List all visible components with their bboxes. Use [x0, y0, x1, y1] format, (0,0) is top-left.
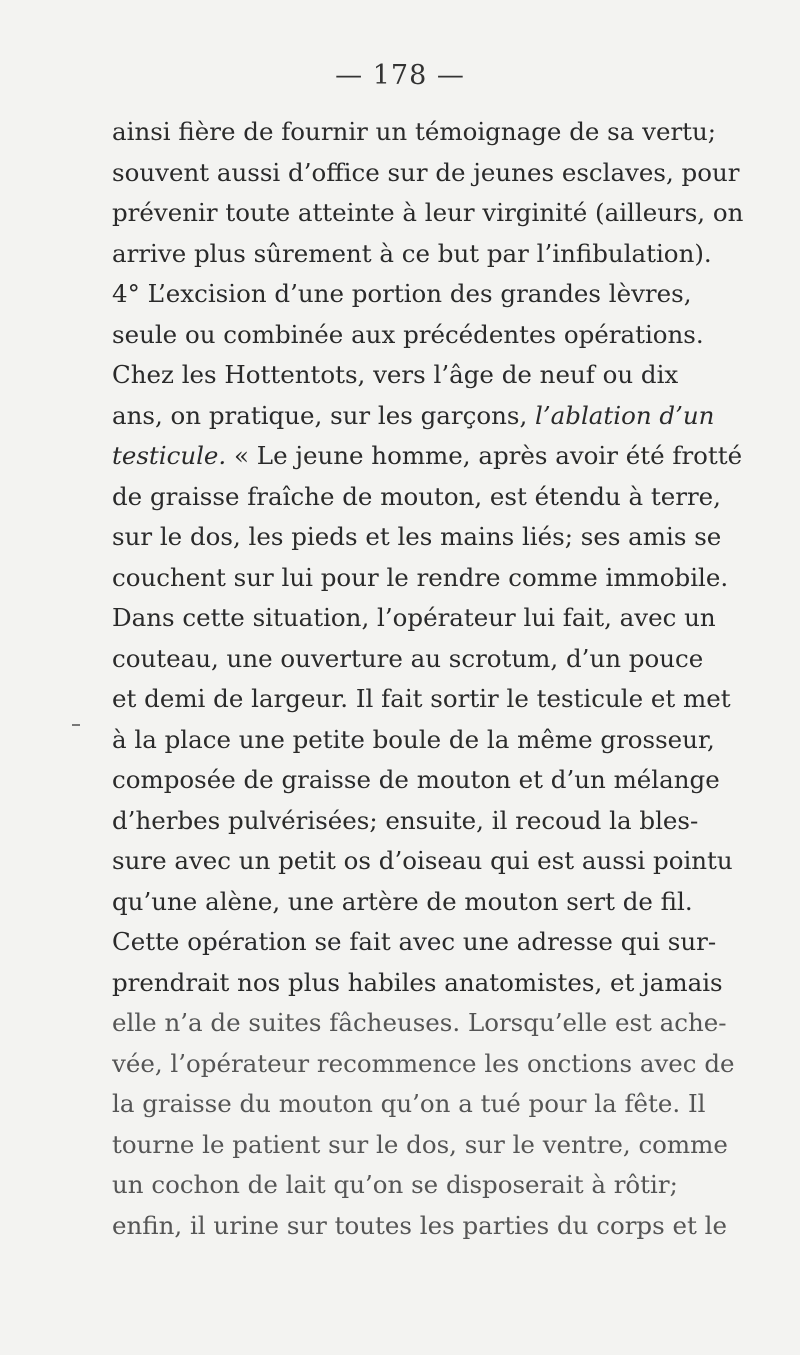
- text-line: et demi de largeur. Il fait sortir le testicule et met: [112, 684, 731, 713]
- text-line: enfin, il urine sur toutes les parties du corps et le: [112, 1210, 727, 1240]
- text-line: qu’une alène, une artère de mouton sert de fil.: [112, 886, 693, 916]
- text-line: prévenir toute atteinte à leur virginité (ailleurs, on: [112, 198, 744, 227]
- text-line: couchent sur lui pour le rendre comme immobile.: [112, 562, 729, 592]
- text-line: ainsi fière de fournir un témoignage de sa vertu;: [112, 117, 717, 146]
- text-line: Cette opération se fait avec une adresse qui sur-: [112, 927, 717, 956]
- text-line: de graisse fraîche de mouton, est étendu à terre,: [112, 481, 721, 511]
- text-line: [112, 436, 800, 477]
- text-line: Chez les Hottentots, vers l’âge de neuf ou dix: [112, 360, 679, 389]
- margin-mark: [72, 724, 80, 726]
- text-line: vée, l’opérateur recommence les onctions avec de: [112, 1048, 735, 1078]
- line-roman: « Le jeune homme, après avoir été frotté: [226, 441, 743, 470]
- text-line: Dans cette situation, l’opérateur lui fait, avec un: [112, 603, 716, 632]
- text-line: sure avec un petit os d’oiseau qui est aussi pointu: [112, 846, 733, 875]
- text-line: un cochon de lait qu’on se disposerait à rôtir;: [112, 1170, 678, 1199]
- text-line: à la place une petite boule de la même grosseur,: [112, 724, 715, 754]
- text-line: arrive plus sûrement à ce but par l’infibulation).: [112, 238, 712, 268]
- text-line: sur le dos, les pieds et les mains liés; ses amis se: [112, 522, 722, 551]
- page-number: — 178 —: [335, 60, 465, 91]
- italic-term: l’ablation d’un: [535, 400, 715, 430]
- text-line: souvent aussi d’office sur de jeunes esclaves, pour: [112, 157, 740, 187]
- text-line: [112, 396, 800, 437]
- italic-term: testicule.: [112, 441, 227, 470]
- text-line: d’herbes pulvérisées; ensuite, il recoud la bles-: [112, 805, 699, 835]
- text-line: seule ou combinée aux précédentes opérations.: [112, 319, 704, 349]
- line-roman: ans, on pratique, sur les garçons,: [112, 400, 536, 430]
- text-line: la graisse du mouton qu’on a tué pour la fête. Il: [112, 1089, 706, 1118]
- body-text: [112, 112, 800, 1246]
- text-line: tourne le patient sur le dos, sur le ventre, comme: [112, 1129, 728, 1159]
- text-line: couteau, une ouverture au scrotum, d’un pouce: [112, 643, 704, 673]
- text-line: prendrait nos plus habiles anatomistes, et jamais: [112, 967, 723, 997]
- text-line: 4° L’excision d’une portion des grandes lèvres,: [112, 279, 692, 308]
- text-line: composée de graisse de mouton et d’un mélange: [112, 765, 720, 794]
- text-line: elle n’a de suites fâcheuses. Lorsqu’elle est ache-: [112, 1008, 727, 1037]
